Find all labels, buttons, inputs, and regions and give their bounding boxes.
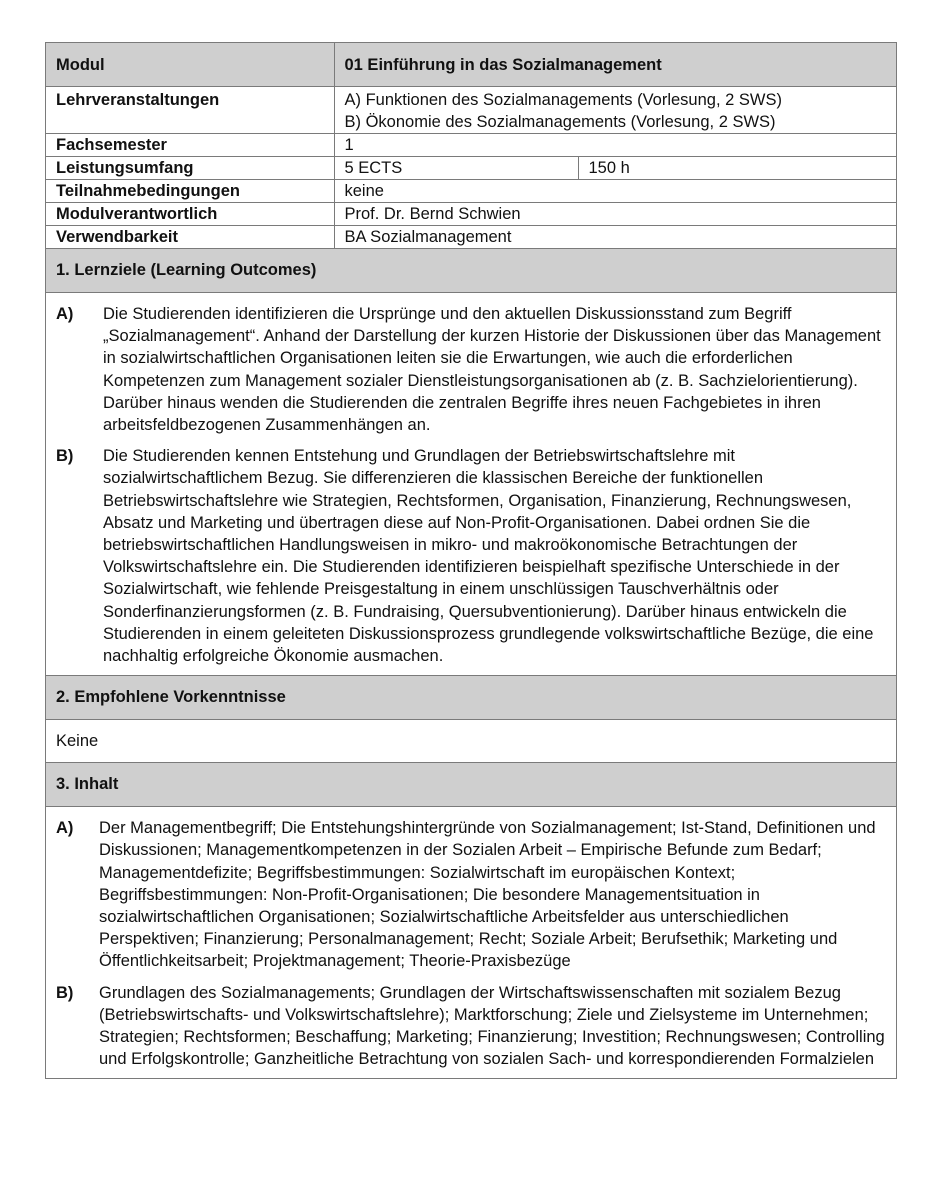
teilnahme-label: Teilnahmebedingungen (46, 180, 334, 203)
inhalt-a-letter: A) (56, 819, 74, 838)
module-description-sheet (45, 42, 897, 1079)
inhalt-content (46, 807, 896, 1078)
inhalt-b-letter: B) (56, 983, 74, 1002)
verwendbarkeit-row (46, 226, 896, 249)
lehrveranstaltung-a: A) Funktionen des Sozialmanagements (Vorlesung, 2 SWS) (344, 91, 782, 109)
inhalt-item-b (56, 982, 886, 1071)
module-meta-table (46, 43, 896, 249)
inhalt-item-a (56, 817, 886, 972)
lehrveranstaltungen-label: Lehrveranstaltungen (46, 87, 334, 134)
teilnahme-value: keine (334, 180, 896, 203)
vorkenntnisse-text: Keine (56, 732, 99, 751)
module-header-row (46, 43, 896, 87)
leistungsumfang-label: Leistungsumfang (46, 157, 334, 180)
lernziele-content (46, 293, 896, 675)
lernziele-item-b (56, 445, 886, 667)
lernziele-item-a (56, 303, 886, 436)
lernziele-a-text: Die Studierenden identifizieren die Ursprünge und den aktuellen Diskussionsstand zum Begriff „Sozialmanagement“. Anhand der Darstellung der kurzen Historie der Diskussionen über das Management in sozialwirtschaftlichen Organisationen leiten sie die Erwartungen, wie auch die erforderlichen Kompetenzen zum Management sozialer Dienstleistungsorganisationen ab (z. B. Sachzielorientierung). Darüber hinaus wenden die Studierenden die zentralen Begriffe ihres neuen Fachgebietes in ihren arbeitsfeldbezogenen Zusammenhängen an. (103, 305, 881, 435)
lernziele-a-letter: A) (56, 305, 74, 323)
leistungsumfang-hours: 150 h (578, 157, 896, 180)
leistungsumfang-row (46, 157, 896, 180)
verwendbarkeit-label: Verwendbarkeit (46, 226, 334, 249)
verantwortlich-label: Modulverantwortlich (46, 203, 334, 226)
fachsemester-row (46, 134, 896, 157)
verwendbarkeit-value: BA Sozialmanagement (334, 226, 896, 249)
modul-label: Modul (46, 43, 334, 87)
verantwortlich-value: Prof. Dr. Bernd Schwien (334, 203, 896, 226)
vorkenntnisse-heading: 2. Empfohlene Vorkenntnisse (46, 675, 896, 720)
lernziele-b-text: Die Studierenden kennen Entstehung und Grundlagen der Betriebswirtschaftslehre mit sozialwirtschaftlichem Bezug. Sie differenzieren die klassischen Bereiche der funktionellen Betriebswirtschaftslehre wie Strategien, Rechtsformen, Organisation, Finanzierung, Rechnungswesen, Absatz und Marketing und übertragen diese auf Non-Profit-Organisationen. Dabei ordnen Sie die betriebswirtschaftlichen Handlungsweisen in mikro- und makroökonomische Betrachtungen der Volkswirtschaftslehre ein. Die Studierenden identifizieren beispielhaft spezifische Unterschiede in der Sozialwirtschaft, wie fehlende Preisgestaltung in einem unschlüssigen Tauschverhältnis oder Sonderfinanzierungsformen (z. B. Fundraising, Quersubventionierung). Darüber hinaus entwickeln die Studierenden in einem geleiteten Diskussionsprozess grundlegende volkswirtschaftliche Bezüge, die eine nachhaltig erfolgreiche Ökonomie ausmachen. (103, 447, 874, 666)
lernziele-heading: 1. Lernziele (Learning Outcomes) (46, 249, 896, 293)
inhalt-b-text: Grundlagen des Sozialmanagements; Grundlagen der Wirtschaftswissenschaften mit sozialem Bezug (Betriebswirtschafts- und Volkswirtschaftslehre); Marktforschung; Ziele und Zielsysteme im Unternehmen; Strategien; Rechtsformen; Beschaffung; Marketing; Finanzierung; Investition; Rechnungswesen; Controlling und Erfolgskontrolle; Ganzheitliche Betrachtung von sozialen Sach- und korrespondierenden Formalzielen (99, 983, 885, 1069)
lehrveranstaltungen-value (334, 87, 896, 134)
inhalt-heading: 3. Inhalt (46, 762, 896, 807)
fachsemester-value: 1 (334, 134, 896, 157)
lehrveranstaltung-b: B) Ökonomie des Sozialmanagements (Vorlesung, 2 SWS) (344, 113, 776, 131)
fachsemester-label: Fachsemester (46, 134, 334, 157)
teilnahme-row (46, 180, 896, 203)
lernziele-b-letter: B) (56, 447, 74, 466)
verantwortlich-row (46, 203, 896, 226)
leistungsumfang-ects: 5 ECTS (334, 157, 578, 180)
lehrveranstaltungen-row (46, 87, 896, 134)
inhalt-a-text: Der Managementbegriff; Die Entstehungshintergründe von Sozialmanagement; Ist-Stand, Definitionen und Diskussionen; Managementkompetenzen in der Sozialen Arbeit – Empirische Befunde zum Bedarf; Managementdefizite; Begriffsbestimmungen: Sozialwirtschaft im europäischen Kontext; Begriffsbestimmungen: Non-Profit-Organisationen; Die besondere Managementsituation in sozialwirtschaftlichen Organisationen; Sozialwirtschaftliche Arbeitsfelder aus unterschiedlichen Perspektiven; Finanzierung; Personalmanagement; Recht; Soziale Arbeit; Berufsethik; Marketing und Öffentlichkeitsarbeit; Projektmanagement; Theorie-Praxisbezüge (99, 819, 876, 971)
modul-title: 01 Einführung in das Sozialmanagement (334, 43, 896, 87)
